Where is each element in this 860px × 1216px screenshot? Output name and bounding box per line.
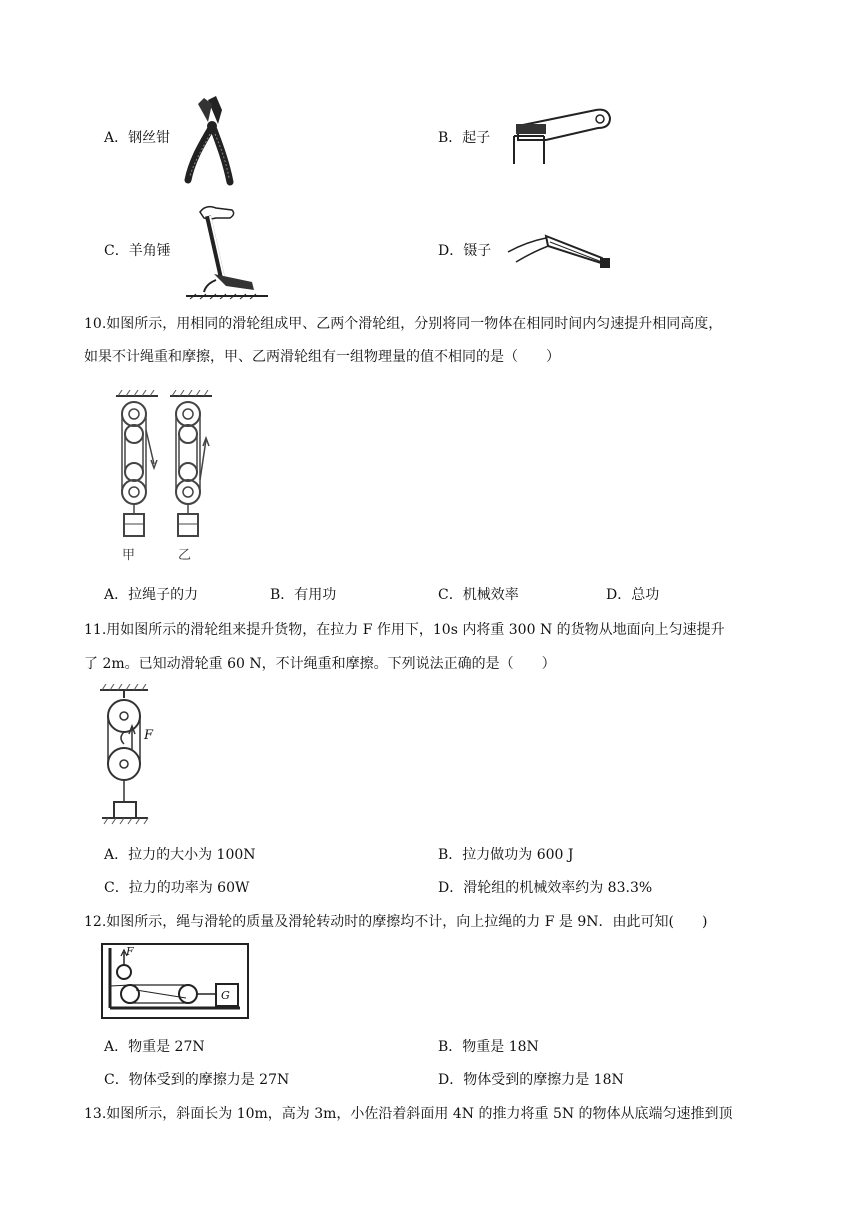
q12-force-label: F — [126, 945, 134, 958]
q9-option-d: D．镊子 — [438, 243, 492, 259]
q9-option-c: C．羊角锤 — [104, 243, 171, 259]
bottle-opener-figure — [506, 106, 614, 164]
claw-hammer-figure — [186, 202, 268, 300]
q10-option-c: C．机械效率 — [438, 587, 519, 603]
single-pulley-system-figure — [100, 684, 170, 826]
pulley-pair-figure — [112, 390, 222, 566]
q12-option-d: D．物体受到的摩擦力是 18N — [438, 1072, 624, 1088]
q11-stem-line1: 11.用如图所示的滑轮组来提升货物，在拉力 F 作用下，10s 内将重 300 N 的货物从地面向上匀速提升 — [84, 622, 725, 638]
q12-option-b: B．物重是 18N — [438, 1039, 539, 1055]
q10-stem-line2: 如果不计绳重和摩擦，甲、乙两滑轮组有一组物理量的值不相同的是（ ） — [84, 349, 560, 365]
q11-option-d: D．滑轮组的机械效率约为 83.3% — [438, 880, 653, 896]
pliers-figure — [178, 94, 244, 186]
figure-label-jia: 甲 — [122, 548, 136, 563]
q10-option-a: A．拉绳子的力 — [104, 587, 199, 603]
horizontal-pulley-figure — [100, 942, 250, 1022]
q11-option-b: B．拉力做功为 600 J — [438, 847, 574, 863]
q12-block-label: G — [221, 989, 230, 1002]
q9-option-b: B．起子 — [438, 130, 491, 146]
q11-option-a: A．拉力的大小为 100N — [104, 847, 256, 863]
q12-option-a: A．物重是 27N — [104, 1039, 205, 1055]
q12-option-c: C．物体受到的摩擦力是 27N — [104, 1072, 290, 1088]
q10-option-d: D．总功 — [606, 587, 660, 603]
q13-stem-line1: 13.如图所示，斜面长为 10m，高为 3m，小佐沿着斜面用 4N 的推力将重 5N 的物体从底端匀速推到顶 — [84, 1106, 733, 1122]
q9-option-a: A．钢丝钳 — [104, 130, 171, 146]
q10-stem-line1: 10.如图所示，用相同的滑轮组成甲、乙两个滑轮组，分别将同一物体在相同时间内匀速提升相同高度， — [84, 316, 723, 332]
q12-stem: 12.如图所示，绳与滑轮的质量及滑轮转动时的摩擦均不计，向上拉绳的力 F 是 9N．由此可知( ) — [84, 914, 708, 930]
q11-stem-line2: 了 2m。已知动滑轮重 60 N，不计绳重和摩擦。下列说法正确的是（ ） — [84, 656, 556, 672]
q10-option-b: B．有用功 — [270, 587, 337, 603]
q11-force-label: F — [144, 728, 154, 743]
q11-option-c: C．拉力的功率为 60W — [104, 880, 250, 896]
tweezers-figure — [506, 222, 616, 274]
figure-label-yi: 乙 — [178, 548, 192, 563]
